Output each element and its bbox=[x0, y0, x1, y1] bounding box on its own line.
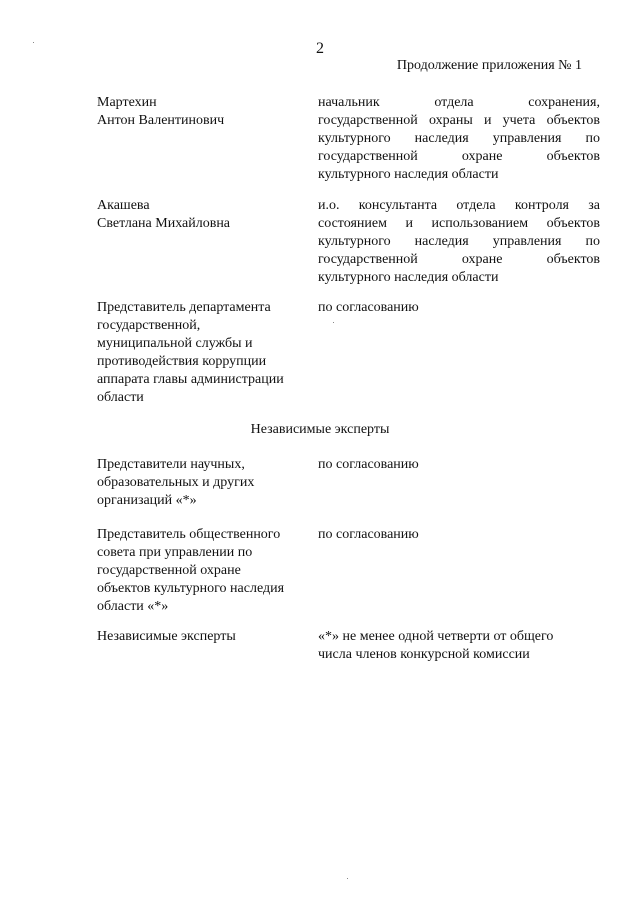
member-role-line: культурного наследия управления по bbox=[318, 131, 600, 146]
member-role-line: по согласованию bbox=[318, 300, 419, 315]
scan-speck bbox=[33, 42, 34, 43]
member-name-line: муниципальной службы и bbox=[97, 336, 253, 351]
expert-role-line: по согласованию bbox=[318, 457, 419, 472]
member-name-line: противодействия коррупции bbox=[97, 354, 267, 369]
expert-name-line: объектов культурного наследия bbox=[97, 581, 285, 596]
member-name-line: Мартехин bbox=[97, 95, 157, 110]
member-role-line: состоянием и использованием объектов bbox=[318, 216, 600, 231]
member-name-line: Представитель департамента bbox=[97, 300, 271, 315]
member-role-line: государственной охране объектов bbox=[318, 149, 600, 164]
section-heading: Независимые эксперты bbox=[250, 422, 390, 437]
member-name-line: области bbox=[97, 390, 144, 405]
member-role bbox=[318, 94, 600, 184]
expert-name-line: образовательных и других bbox=[97, 475, 255, 490]
member-role-line: начальник отдела сохранения, bbox=[318, 95, 600, 110]
expert-name-line: государственной охране bbox=[97, 563, 241, 578]
expert-role-line: по согласованию bbox=[318, 527, 419, 542]
expert-name-line: области «*» bbox=[97, 599, 169, 614]
member-role-line: культурного наследия управления по bbox=[318, 234, 600, 249]
expert-name bbox=[97, 456, 302, 510]
page-number: 2 bbox=[316, 40, 324, 57]
member-name-line: Акашева bbox=[97, 198, 150, 213]
member-role-line: государственной охраны и учета объектов bbox=[318, 113, 600, 128]
expert-name-line: Представители научных, bbox=[97, 457, 245, 472]
appendix-note: Продолжение приложения № 1 bbox=[396, 58, 582, 73]
expert-role bbox=[318, 526, 600, 544]
expert-role bbox=[318, 456, 600, 474]
member-name bbox=[97, 94, 302, 130]
expert-role-line: числа членов конкурсной комиссии bbox=[318, 647, 530, 662]
expert-name-line: организаций «*» bbox=[97, 493, 197, 508]
expert-role-line: «*» не менее одной четверти от общего bbox=[318, 629, 554, 644]
member-role bbox=[318, 197, 600, 287]
scan-speck bbox=[347, 878, 348, 879]
member-name-line: аппарата главы администрации bbox=[97, 372, 284, 387]
expert-name-line: совета при управлении по bbox=[97, 545, 253, 560]
member-name-line: Антон Валентинович bbox=[97, 113, 225, 128]
expert-name bbox=[97, 526, 302, 616]
member-role-line: и.о. консультанта отдела контроля за bbox=[318, 198, 600, 213]
member-name-line: государственной, bbox=[97, 318, 201, 333]
expert-name bbox=[97, 628, 302, 646]
member-name bbox=[97, 299, 302, 407]
expert-role bbox=[318, 628, 600, 664]
expert-name-line: Независимые эксперты bbox=[97, 629, 236, 644]
member-role-line: культурного наследия области bbox=[318, 270, 499, 285]
member-role bbox=[318, 299, 600, 317]
expert-name-line: Представитель общественного bbox=[97, 527, 281, 542]
member-name-line: Светлана Михайловна bbox=[97, 216, 231, 231]
member-name bbox=[97, 197, 302, 233]
scan-speck bbox=[333, 322, 334, 323]
member-role-line: государственной охране объектов bbox=[318, 252, 600, 267]
member-role-line: культурного наследия области bbox=[318, 167, 499, 182]
